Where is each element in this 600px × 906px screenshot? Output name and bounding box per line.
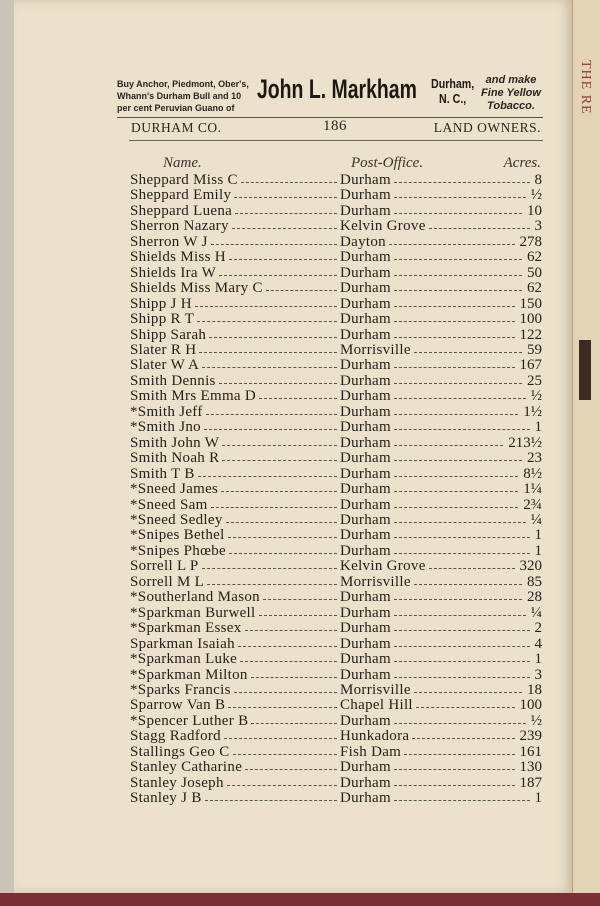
acreage: 100 xyxy=(519,697,542,714)
post-office: Durham xyxy=(340,419,391,436)
acreage: 320 xyxy=(519,558,542,575)
acreage: 2 xyxy=(534,620,542,637)
acreage: ½ xyxy=(530,388,542,405)
acreage: 59 xyxy=(527,341,542,358)
owner-name: Sparkman Isaiah xyxy=(130,635,235,652)
list-item xyxy=(130,204,542,219)
owner-name: Stanley J B xyxy=(130,790,202,807)
leader-dots xyxy=(389,244,515,245)
leader-dots xyxy=(204,429,337,430)
list-item xyxy=(130,250,542,265)
leader-dots xyxy=(394,290,522,291)
leader-dots xyxy=(394,661,530,662)
post-office: Dayton xyxy=(340,233,386,250)
leader-dots xyxy=(394,321,515,322)
leader-dots xyxy=(202,367,337,368)
list-item xyxy=(130,683,542,698)
leader-dots xyxy=(394,769,515,770)
acreage: 122 xyxy=(519,326,542,343)
leader-dots xyxy=(259,398,337,399)
post-office: Morrisville xyxy=(340,573,411,590)
list-item xyxy=(130,760,542,775)
post-office: Durham xyxy=(340,357,391,374)
list-item xyxy=(130,173,542,188)
list-item xyxy=(130,358,542,373)
header-divider xyxy=(129,140,543,141)
leader-dots xyxy=(207,584,337,585)
post-office: Morrisville xyxy=(340,341,411,358)
post-office: Durham xyxy=(340,620,391,637)
leader-dots xyxy=(234,692,337,693)
ad-city xyxy=(431,76,474,106)
post-office: Chapel Hill xyxy=(340,697,413,714)
leader-dots xyxy=(229,553,337,554)
owner-name: Sparrow Van B xyxy=(130,697,226,714)
leader-dots xyxy=(209,337,337,338)
list-item xyxy=(130,374,542,389)
list-item xyxy=(130,436,542,451)
leader-dots xyxy=(226,522,337,523)
leader-dots xyxy=(429,568,515,569)
owner-name: Stanley Joseph xyxy=(130,774,224,791)
leader-dots xyxy=(394,259,522,260)
acreage: 2¾ xyxy=(523,496,542,513)
leader-dots xyxy=(195,306,337,307)
leader-dots xyxy=(224,738,337,739)
list-item xyxy=(130,467,542,482)
post-office: Durham xyxy=(340,511,391,528)
acreage: ½ xyxy=(530,187,542,204)
leader-dots xyxy=(211,507,337,508)
owner-name: Sorrell L P xyxy=(130,558,199,575)
post-office: Durham xyxy=(340,264,391,281)
list-item xyxy=(130,729,542,744)
list-item xyxy=(130,420,542,435)
leader-dots xyxy=(394,182,530,183)
post-office: Durham xyxy=(340,249,391,266)
leader-dots xyxy=(394,553,530,554)
leader-dots xyxy=(228,707,337,708)
owner-name: Smith Noah R xyxy=(130,450,220,467)
leader-dots xyxy=(206,414,337,415)
acreage: 1½ xyxy=(523,403,542,420)
leader-dots xyxy=(414,352,522,353)
leader-dots xyxy=(245,630,337,631)
leader-dots xyxy=(198,476,337,477)
leader-dots xyxy=(412,738,515,739)
land-owner-list xyxy=(130,173,542,807)
facing-page-edge xyxy=(572,0,600,896)
owner-name: *Southerland Mason xyxy=(130,589,260,606)
leader-dots xyxy=(251,723,337,724)
owner-name: *Sparks Francis xyxy=(130,681,231,698)
leader-dots xyxy=(394,429,530,430)
leader-dots xyxy=(227,785,337,786)
leader-dots xyxy=(219,275,337,276)
list-item xyxy=(130,235,542,250)
owner-name: *Spencer Luther B xyxy=(130,712,249,729)
acreage: 28 xyxy=(527,589,542,606)
leader-dots xyxy=(394,630,530,631)
list-item xyxy=(130,652,542,667)
leader-dots xyxy=(429,228,530,229)
acreage: 239 xyxy=(519,728,542,745)
facing-page-header: THE RE xyxy=(578,60,593,115)
owner-name: *Smith Jno xyxy=(130,419,201,436)
ad-right-line: Tobacco. xyxy=(487,100,535,112)
owner-name: Shipp J H xyxy=(130,295,192,312)
binding-edge xyxy=(0,0,15,906)
post-office: Durham xyxy=(340,434,391,451)
leader-dots xyxy=(222,460,337,461)
list-item xyxy=(130,482,542,497)
ad-right-line: and make xyxy=(485,74,537,86)
post-office: Durham xyxy=(340,759,391,776)
acreage: 18 xyxy=(527,681,542,698)
leader-dots xyxy=(199,352,337,353)
post-office: Morrisville xyxy=(340,681,411,698)
post-office: Durham xyxy=(340,666,391,683)
header-section: LAND OWNERS. xyxy=(433,120,541,135)
leader-dots xyxy=(394,476,518,477)
owner-name: Smith John W xyxy=(130,434,220,451)
list-item xyxy=(130,698,542,713)
leader-dots xyxy=(266,290,337,291)
list-item xyxy=(130,606,542,621)
list-item xyxy=(130,498,542,513)
owner-name: Sheppard Luena xyxy=(130,202,233,219)
owner-name: *Smith Jeff xyxy=(130,403,203,420)
ad-left-line: Buy Anchor, Piedmont, Ober's, xyxy=(117,79,249,89)
acreage: 1¼ xyxy=(523,481,542,498)
list-item xyxy=(130,281,542,296)
acreage: 50 xyxy=(527,264,542,281)
leader-dots xyxy=(394,337,515,338)
post-office: Durham xyxy=(340,589,391,606)
owner-name: Slater R H xyxy=(130,341,197,358)
acreage: 150 xyxy=(519,295,542,312)
leader-dots xyxy=(197,321,337,322)
post-office: Kelvin Grove xyxy=(340,218,426,235)
ad-right-text xyxy=(477,74,545,113)
post-office: Durham xyxy=(340,187,391,204)
list-item xyxy=(130,544,542,559)
list-item xyxy=(130,389,542,404)
running-header xyxy=(131,120,541,140)
post-office: Durham xyxy=(340,202,391,219)
leader-dots xyxy=(233,754,337,755)
ad-left-line: per cent Peruvian Guano of xyxy=(117,103,235,113)
owner-name: Smith Mrs Emma D xyxy=(130,388,257,405)
leader-dots xyxy=(259,615,337,616)
leader-dots xyxy=(394,367,515,368)
owner-name: *Sneed Sam xyxy=(130,496,208,513)
list-item xyxy=(130,621,542,636)
acreage: 187 xyxy=(519,774,542,791)
leader-dots xyxy=(394,785,515,786)
owner-name: Stagg Radford xyxy=(130,728,221,745)
acreage: 167 xyxy=(519,357,542,374)
acreage: 23 xyxy=(527,450,542,467)
owner-name: Sorrell M L xyxy=(130,573,205,590)
acreage: ¼ xyxy=(530,511,542,528)
list-item xyxy=(130,575,542,590)
column-header-acres: Acres. xyxy=(503,155,541,171)
post-office: Durham xyxy=(340,496,391,513)
leader-dots xyxy=(414,584,522,585)
post-office: Durham xyxy=(340,326,391,343)
acreage: 62 xyxy=(527,280,542,297)
owner-name: Shields Miss H xyxy=(130,249,226,266)
leader-dots xyxy=(394,491,518,492)
owner-name: *Snipes Phœbe xyxy=(130,542,226,559)
leader-dots xyxy=(394,800,530,801)
list-item xyxy=(130,328,542,343)
ad-city-line: N. C., xyxy=(438,91,467,106)
list-item xyxy=(130,776,542,791)
post-office: Durham xyxy=(340,774,391,791)
ad-merchant-name: John L. Markham xyxy=(257,74,417,104)
leader-dots xyxy=(394,615,526,616)
list-item xyxy=(130,590,542,605)
leader-dots xyxy=(394,522,526,523)
acreage: 8½ xyxy=(523,465,542,482)
leader-dots xyxy=(394,723,526,724)
list-item xyxy=(130,637,542,652)
facing-page-mark xyxy=(579,340,591,400)
list-item xyxy=(130,188,542,203)
owner-name: Sherron Nazary xyxy=(130,218,229,235)
leader-dots xyxy=(234,197,337,198)
acreage: 25 xyxy=(527,372,542,389)
leader-dots xyxy=(394,306,515,307)
post-office: Durham xyxy=(340,295,391,312)
list-item xyxy=(130,528,542,543)
acreage: 1 xyxy=(534,419,542,436)
leader-dots xyxy=(416,707,515,708)
list-item xyxy=(130,559,542,574)
ad-left-line: Whann's Durham Bull and 10 xyxy=(117,91,242,101)
list-item xyxy=(130,312,542,327)
post-office: Durham xyxy=(340,450,391,467)
ad-left-text xyxy=(117,78,257,114)
leader-dots xyxy=(394,460,522,461)
header-county: DURHAM CO. xyxy=(131,120,222,135)
post-office: Durham xyxy=(340,372,391,389)
post-office: Durham xyxy=(340,712,391,729)
acreage: 4 xyxy=(534,635,542,652)
owner-name: Sherron W J xyxy=(130,233,208,250)
leader-dots xyxy=(241,182,337,183)
leader-dots xyxy=(251,677,337,678)
owner-name: Sheppard Miss C xyxy=(130,172,238,188)
post-office: Durham xyxy=(340,651,391,668)
owner-name: *Sparkman Milton xyxy=(130,666,248,683)
acreage: 1 xyxy=(534,542,542,559)
post-office: Durham xyxy=(340,388,391,405)
list-item xyxy=(130,513,542,528)
list-item xyxy=(130,266,542,281)
acreage: 130 xyxy=(519,759,542,776)
leader-dots xyxy=(245,769,337,770)
owner-name: Shipp R T xyxy=(130,311,195,328)
acreage: 213½ xyxy=(508,434,542,451)
owner-name: Slater W A xyxy=(130,357,200,374)
post-office: Durham xyxy=(340,280,391,297)
owner-name: *Sparkman Burwell xyxy=(130,604,256,621)
leader-dots xyxy=(205,800,337,801)
leader-dots xyxy=(394,275,522,276)
acreage: 1 xyxy=(534,790,542,807)
owner-name: Shipp Sarah xyxy=(130,326,207,343)
owner-name: *Sneed Sedley xyxy=(130,511,223,528)
leader-dots xyxy=(394,599,522,600)
acreage: 62 xyxy=(527,249,542,266)
owner-name: Smith Dennis xyxy=(130,372,216,389)
leader-dots xyxy=(394,445,503,446)
leader-dots xyxy=(394,677,530,678)
list-item xyxy=(130,668,542,683)
leader-dots xyxy=(202,568,337,569)
post-office: Durham xyxy=(340,403,391,420)
post-office: Kelvin Grove xyxy=(340,558,426,575)
acreage: 8 xyxy=(534,172,542,188)
owner-name: Smith T B xyxy=(130,465,195,482)
list-item xyxy=(130,791,542,806)
acreage: 1 xyxy=(534,651,542,668)
leader-dots xyxy=(263,599,337,600)
leader-dots xyxy=(404,754,515,755)
leader-dots xyxy=(394,197,526,198)
owner-name: *Sneed James xyxy=(130,481,219,498)
acreage: ½ xyxy=(530,712,542,729)
leader-dots xyxy=(222,445,337,446)
leader-dots xyxy=(219,383,337,384)
leader-dots xyxy=(221,491,337,492)
list-item xyxy=(130,343,542,358)
list-item xyxy=(130,745,542,760)
leader-dots xyxy=(211,244,337,245)
post-office: Durham xyxy=(340,172,391,188)
acreage: 10 xyxy=(527,202,542,219)
advertisement-banner xyxy=(117,70,541,116)
leader-dots xyxy=(238,646,337,647)
list-item xyxy=(130,297,542,312)
owner-name: Shields Ira W xyxy=(130,264,217,281)
owner-name: Stallings Geo C xyxy=(130,743,230,760)
post-office: Durham xyxy=(340,635,391,652)
leader-dots xyxy=(394,213,522,214)
leader-dots xyxy=(240,661,337,662)
list-item xyxy=(130,714,542,729)
ad-right-line: Fine Yellow xyxy=(481,87,541,99)
leader-dots xyxy=(394,646,530,647)
acreage: 3 xyxy=(534,666,542,683)
list-item xyxy=(130,451,542,466)
post-office: Durham xyxy=(340,311,391,328)
page-number: 186 xyxy=(323,118,347,134)
book-bottom-edge xyxy=(0,893,600,906)
list-item xyxy=(130,219,542,234)
list-item xyxy=(130,405,542,420)
post-office: Fish Dam xyxy=(340,743,402,760)
acreage: 100 xyxy=(519,311,542,328)
acreage: ¼ xyxy=(530,604,542,621)
leader-dots xyxy=(229,259,337,260)
leader-dots xyxy=(414,692,522,693)
ad-city-line: Durham, xyxy=(431,76,475,91)
leader-dots xyxy=(232,228,337,229)
leader-dots xyxy=(394,383,522,384)
acreage: 85 xyxy=(527,573,542,590)
column-header-post-office: Post-Office. xyxy=(351,155,424,171)
leader-dots xyxy=(394,414,518,415)
acreage: 3 xyxy=(534,218,542,235)
post-office: Durham xyxy=(340,481,391,498)
owner-name: Stanley Catharine xyxy=(130,759,243,776)
post-office: Hunkadora xyxy=(340,728,410,745)
leader-dots xyxy=(228,537,337,538)
owner-name: *Sparkman Essex xyxy=(130,620,242,637)
acreage: 278 xyxy=(519,233,542,250)
leader-dots xyxy=(394,398,526,399)
post-office: Durham xyxy=(340,604,391,621)
leader-dots xyxy=(394,507,518,508)
post-office: Durham xyxy=(340,790,391,807)
column-header-name: Name. xyxy=(163,155,202,171)
post-office: Durham xyxy=(340,465,391,482)
post-office: Durham xyxy=(340,542,391,559)
owner-name: *Snipes Bethel xyxy=(130,527,225,544)
owner-name: Sheppard Emily xyxy=(130,187,232,204)
leader-dots xyxy=(394,537,530,538)
leader-dots xyxy=(235,213,337,214)
post-office: Durham xyxy=(340,527,391,544)
owner-name: Shields Miss Mary C xyxy=(130,280,263,297)
acreage: 1 xyxy=(534,527,542,544)
owner-name: *Sparkman Luke xyxy=(130,651,238,668)
acreage: 161 xyxy=(519,743,542,760)
